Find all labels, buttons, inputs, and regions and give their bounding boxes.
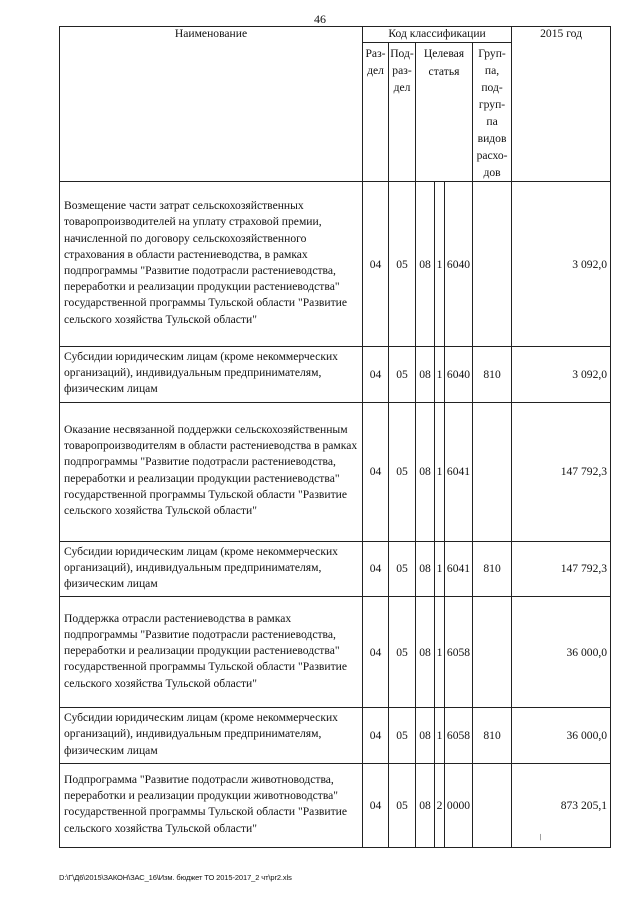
row-target-direction: 6058 [445,597,473,708]
row-subsection: 05 [389,597,416,708]
table-row [60,708,611,764]
row-expense-group [473,182,512,347]
row-expense-group [473,402,512,541]
column-header-expense-group: Груп- па, под- груп- па видов расхо- дов [473,43,512,182]
table-row [60,402,611,541]
row-subsection: 05 [389,402,416,541]
row-expense-group: 810 [473,708,512,764]
row-target-direction: 6058 [445,708,473,764]
table-row [60,763,611,847]
budget-table [59,26,611,848]
row-name: Субсидии юридическим лицам (кроме некоммерческих организаций), индивидуальным предпринимателям, физическим лицам [60,347,363,403]
row-target-subprogram: 1 [435,597,445,708]
row-target-subprogram: 1 [435,182,445,347]
file-path-footer: D:\Г\Д6\2015\ЗАКОН\ЗАС_16\Изм. бюджет ТО 2015-2017_2 чт\pr2.xls [59,873,292,882]
row-subsection: 05 [389,347,416,403]
row-target-program: 08 [416,708,435,764]
column-header-name: Наименование [60,27,363,182]
table-body [60,182,611,848]
row-amount: 147 792,3 [512,402,611,541]
row-amount: 36 000,0 [512,708,611,764]
table-row [60,597,611,708]
row-amount: 147 792,3 [512,541,611,597]
row-section: 04 [363,541,389,597]
row-target-subprogram: 1 [435,541,445,597]
row-target-program: 08 [416,347,435,403]
row-section: 04 [363,597,389,708]
row-amount: 873 205,1 [512,763,611,847]
row-section: 04 [363,402,389,541]
row-target-subprogram: 1 [435,708,445,764]
row-target-program: 08 [416,541,435,597]
row-subsection: 05 [389,541,416,597]
row-target-program: 08 [416,182,435,347]
row-expense-group [473,763,512,847]
row-amount: 3 092,0 [512,182,611,347]
row-target-program: 08 [416,597,435,708]
page-number: 46 [314,12,326,26]
table-row [60,182,611,347]
row-target-direction: 0000 [445,763,473,847]
column-header-subsection: Под- раз- дел [389,43,416,182]
row-target-subprogram: 2 [435,763,445,847]
row-expense-group [473,597,512,708]
column-header-code: Код классификации [363,27,512,43]
row-target-direction: 6040 [445,347,473,403]
column-header-target-article: Целевая статья [416,43,473,182]
row-name: Субсидии юридическим лицам (кроме некоммерческих организаций), индивидуальным предпринимателям, физическим лицам [60,708,363,764]
row-subsection: 05 [389,763,416,847]
row-target-direction: 6041 [445,541,473,597]
row-target-direction: 6041 [445,402,473,541]
row-target-subprogram: 1 [435,347,445,403]
row-amount: 36 000,0 [512,597,611,708]
row-section: 04 [363,182,389,347]
row-section: 04 [363,347,389,403]
row-subsection: 05 [389,708,416,764]
row-name: Оказание несвязанной поддержки сельскохозяйственным товаропроизводителям в области растениеводства в рамках подпрограммы "Развитие подотрасли растениеводства, переработки и реализации продукции растениеводства" государственной программы Тульской области "Развитие сельского хозяйства Тульской области" [60,402,363,541]
row-name: Возмещение части затрат сельскохозяйственных товаропроизводителей на уплату страховой премии, начисленной по договору сельскохозяйственного страхования в области растениеводства, в рамках подпрограммы "Развитие подотрасли растениеводства, переработки и реализации продукции растениеводства" государственной программы Тульской области "Развитие сельского хозяйства Тульской области" [60,182,363,347]
row-name: Поддержка отрасли растениеводства в рамках подпрограммы "Развитие подотрасли растениеводства, переработки и реализации продукции растениеводства" государственной программы Тульской области "Развитие сельского хозяйства Тульской области" [60,597,363,708]
row-section: 04 [363,763,389,847]
row-expense-group: 810 [473,541,512,597]
row-subsection: 05 [389,182,416,347]
row-amount: 3 092,0 [512,347,611,403]
table-row [60,347,611,403]
row-expense-group: 810 [473,347,512,403]
row-name: Подпрограмма "Развитие подотрасли животноводства, переработки и реализации продукции животноводства" государственной программы Тульской области "Развитие сельского хозяйства Тульской области" [60,763,363,847]
row-section: 04 [363,708,389,764]
row-target-subprogram: 1 [435,402,445,541]
row-target-program: 08 [416,763,435,847]
column-header-section: Раз- дел [363,43,389,182]
row-target-direction: 6040 [445,182,473,347]
pen-tick-mark: / [537,831,544,843]
table-row [60,541,611,597]
row-target-program: 08 [416,402,435,541]
row-name: Субсидии юридическим лицам (кроме некоммерческих организаций), индивидуальным предпринимателям, физическим лицам [60,541,363,597]
column-header-year: 2015 год [512,27,611,182]
